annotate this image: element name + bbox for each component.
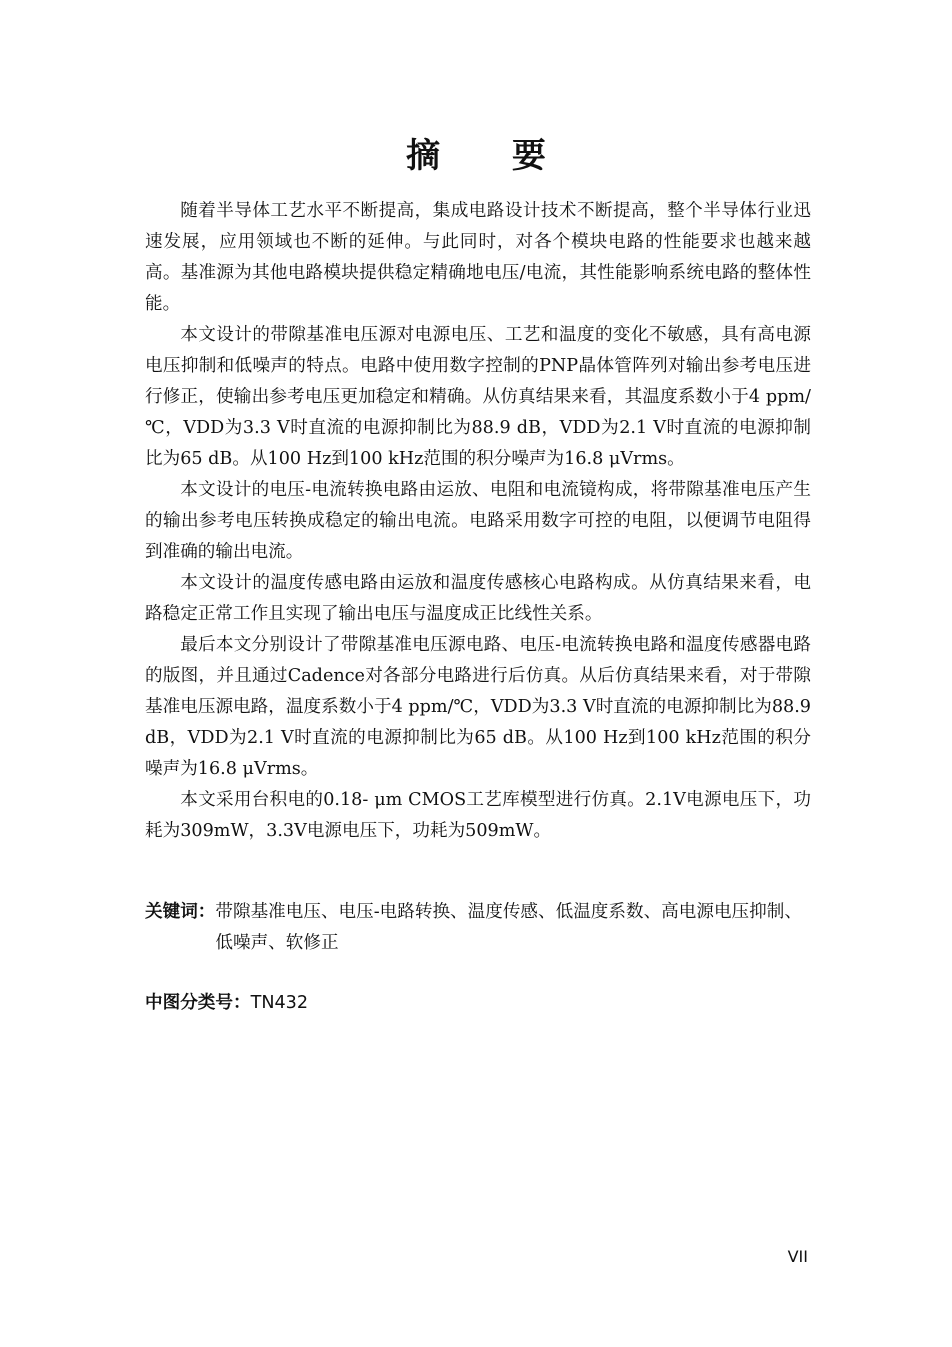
keywords-block <box>145 897 811 959</box>
abstract-paragraph-1: 随着半导体工艺水平不断提高，集成电路设计技术不断提高，整个半导体行业迅速发展，应用领域也不断的延伸。与此同时，对各个模块电路的性能要求也越来越高。基准源为其他电路模块提供稳定精确地电压/电流，其性能影响系统电路的整体性能。 <box>145 201 811 314</box>
page-title: 摘 要 <box>406 136 576 176</box>
page-number: VII <box>787 1247 808 1266</box>
classification-value: TN432 <box>250 993 309 1013</box>
abstract-body <box>145 196 811 847</box>
keywords-label: 关键词： <box>145 902 216 922</box>
abstract-paragraph-5: 最后本文分别设计了带隙基准电压源电路、电压-电流转换电路和温度传感器电路的版图，并且通过Cadence对各部分电路进行后仿真。从后仿真结果来看，对于带隙基准电压源电路，温度系数小于4 ppm/℃，VDD为3.3 V时直流的电源抑制比为88.9 dB，VDD为2.1 V时直流的电源抑制比为65 dB。从100 Hz到100 kHz范围的积分噪声为16.8 μVrms。 <box>145 635 811 779</box>
classification-block <box>145 988 308 1019</box>
classification-label: 中图分类号： <box>145 993 251 1013</box>
abstract-paragraph-6: 本文采用台积电的0.18- μm CMOS工艺库模型进行仿真。2.1V电源电压下，功耗为309mW，3.3V电源电压下，功耗为509mW。 <box>145 790 811 841</box>
abstract-paragraph-3: 本文设计的电压-电流转换电路由运放、电阻和电流镜构成，将带隙基准电压产生的输出参考电压转换成稳定的输出电流。电路采用数字可控的电阻，以便调节电阻得到准确的输出电流。 <box>145 480 811 562</box>
abstract-paragraph-2: 本文设计的带隙基准电压源对电源电压、工艺和温度的变化不敏感，具有高电源电压抑制和低噪声的特点。电路中使用数字控制的PNP晶体管阵列对输出参考电压进行修正，使输出参考电压更加稳定和精确。从仿真结果来看，其温度系数小于4 ppm/℃，VDD为3.3 V时直流的电源抑制比为88.9 dB，VDD为2.1 V时直流的电源抑制比为65 dB。从100 Hz到100 kHz范围的积分噪声为16.8 μVrms。 <box>145 325 811 469</box>
abstract-paragraph-4: 本文设计的温度传感电路由运放和温度传感核心电路构成。从仿真结果来看，电路稳定正常工作且实现了输出电压与温度成正比线性关系。 <box>145 573 811 624</box>
keywords-text: 带隙基准电压、电压-电路转换、温度传感、低温度系数、高电源电压抑制、低噪声、软修正 <box>215 902 802 953</box>
